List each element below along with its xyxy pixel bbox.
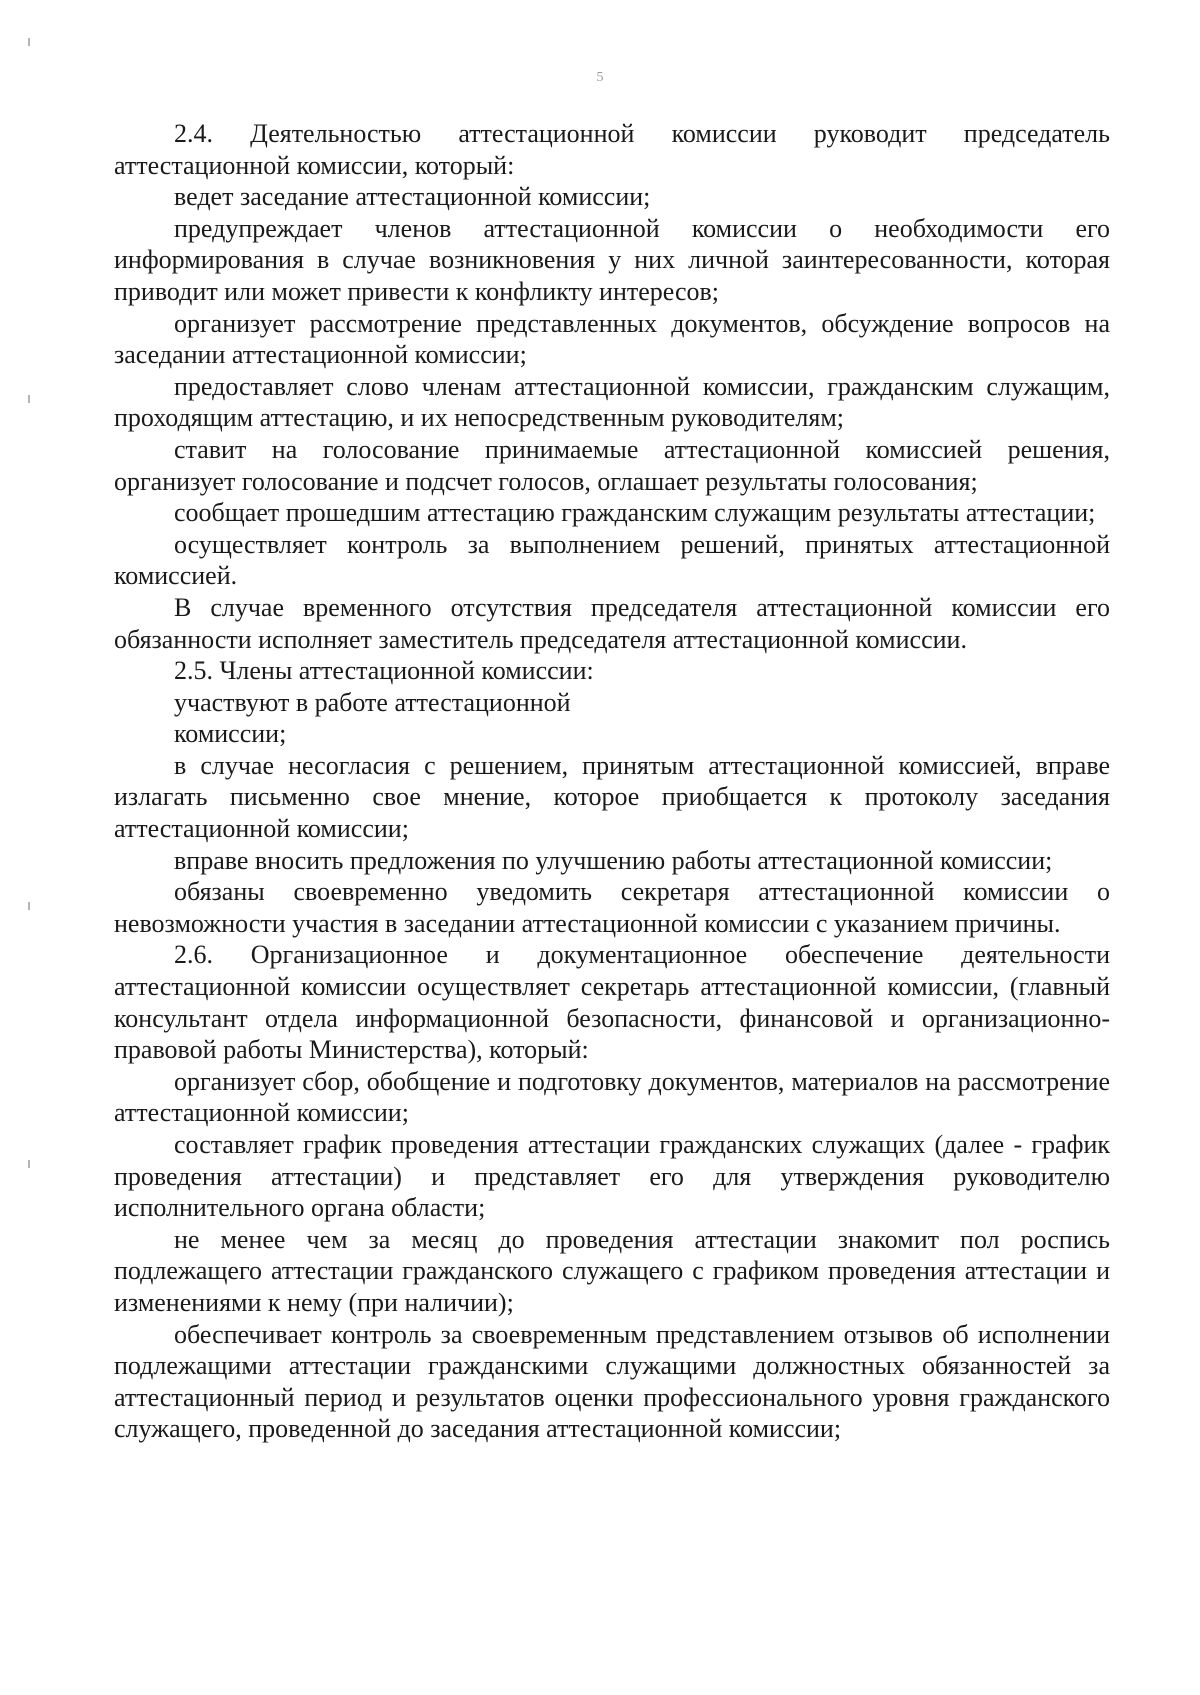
paragraph: сообщает прошедшим аттестацию гражданским служащим результаты аттестации;: [174, 498, 1096, 528]
paragraph: В случае временного отсутствия председателя аттестационной комиссии его обязанности исполняет заместитель председателя аттестационной комиссии.: [114, 592, 1110, 654]
paragraph: осуществляет контроль за выполнением решений, принятых аттестационной комиссией.: [114, 529, 1110, 591]
document-body: [114, 118, 1110, 1445]
paragraph: 2.5. Члены аттестационной комиссии:: [174, 656, 594, 686]
scan-mark: [28, 902, 30, 910]
paragraph: в случае несогласия с решением, принятым аттестационной комиссией, вправе излагать письменно свое мнение, которое приобщается к протоколу заседания аттестационной комиссии;: [114, 750, 1110, 844]
paragraph: 2.4. Деятельностью аттестационной комиссии руководит председатель аттестационной комиссии, который:: [114, 119, 1110, 180]
paragraph: комиссии;: [174, 719, 287, 749]
paragraph: организует сбор, обобщение и подготовку документов, материалов на рассмотрение аттестационной комиссии;: [114, 1066, 1110, 1128]
paragraph: не менее чем за месяц до проведения аттестации знакомит пол роспись подлежащего аттестации гражданского служащего с графиком проведения аттестации и изменениями к нему (при наличии);: [114, 1224, 1110, 1317]
paragraph: ставит на голосование принимаемые аттестационной комиссией решения, организует голосование и подсчет голосов, оглашает результаты голосования;: [114, 434, 1110, 496]
page-number: 5: [596, 70, 604, 85]
scan-mark: [28, 1160, 30, 1168]
paragraph: составляет график проведения аттестации гражданских служащих (далее - график проведения аттестации) и представляет его для утверждения руководителю исполнительного органа области;: [114, 1130, 1110, 1223]
paragraph: участвуют в работе аттестационной: [174, 687, 571, 717]
paragraph: организует рассмотрение представленных документов, обсуждение вопросов на заседании аттестационной комиссии;: [114, 308, 1110, 370]
paragraph: ведет заседание аттестационной комиссии;: [174, 182, 651, 212]
paragraph: вправе вносить предложения по улучшению работы аттестационной комиссии;: [174, 845, 1053, 875]
paragraph: предоставляет слово членам аттестационной комиссии, гражданским служащим, проходящим аттестацию, и их непосредственным руководителям;: [114, 371, 1110, 433]
paragraph: обязаны своевременно уведомить секретаря аттестационной комиссии о невозможности участия в заседании аттестационной комиссии с указанием причины.: [114, 877, 1110, 938]
scan-mark: [28, 38, 30, 46]
paragraph: предупреждает членов аттестационной комиссии о необходимости его информирования в случае возникновения у них личной заинтересованности, которая приводит или может привести к конфликту интересов;: [114, 213, 1110, 306]
scan-mark: [28, 395, 30, 403]
paragraph: обеспечивает контроль за своевременным представлением отзывов об исполнении подлежащими аттестации гражданскими служащими должностных обязанностей за аттестационный период и результатов оценки профессионального уровня гражданского служащего, проведенной до заседания аттестационной комиссии;: [114, 1319, 1110, 1444]
paragraph: 2.6. Организационное и документационное обеспечение деятельности аттестационной комиссии осуществляет секретарь аттестационной комиссии, (главный консультант отдела информационной безопасности, финансовой и организационно-правовой работы Министерства), который:: [114, 940, 1110, 1065]
